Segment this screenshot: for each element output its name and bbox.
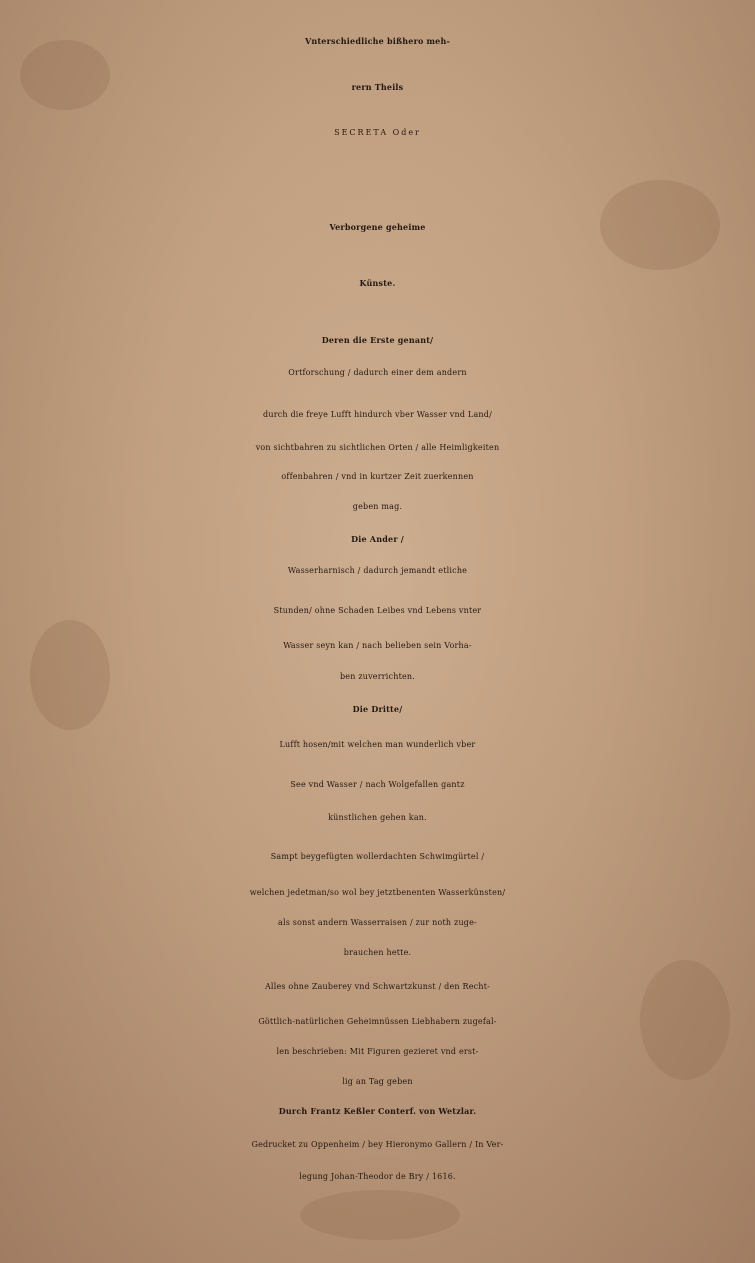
main-title: SECRETA Oder bbox=[334, 128, 421, 137]
imprint-line-2: legung Johan-Theodor de Bry / 1616. bbox=[299, 1172, 456, 1181]
section-2-line-3: Wasser seyn kan / nach belieben sein Vorha- bbox=[283, 641, 472, 650]
section-heading-1: Deren die Erste genant/ bbox=[321, 335, 434, 345]
section-5-line-2: Göttlich-natürlichen Geheimnüssen Liebhabern zugefal- bbox=[258, 1017, 497, 1026]
title-line-2: rern Theils bbox=[351, 82, 404, 92]
section-heading-2: Die Ander / bbox=[351, 534, 404, 544]
section-3-line-2: See vnd Wasser / nach Wolgefallen gantz bbox=[290, 780, 465, 789]
section-5-line-4: lig an Tag geben bbox=[342, 1077, 413, 1086]
section-3-line-3: künstlichen gehen kan. bbox=[328, 813, 427, 822]
section-1-line-1: Ortforschung / dadurch einer dem andern bbox=[288, 368, 467, 377]
section-1-line-2: durch die freye Lufft hindurch vber Wasser vnd Land/ bbox=[263, 410, 492, 419]
section-4-line-4: brauchen hette. bbox=[343, 948, 412, 957]
section-3-line-1: Lufft hosen/mit welchen man wunderlich vber bbox=[279, 740, 476, 749]
section-2-line-1: Wasserharnisch / dadurch jemandt etliche bbox=[287, 566, 468, 575]
section-2-line-4: ben zuverrichten. bbox=[339, 672, 416, 681]
subtitle-line-1: Verborgene geheime bbox=[329, 222, 426, 232]
section-4-line-3: als sonst andern Wasserraisen / zur noth zuge- bbox=[278, 918, 477, 927]
section-1-line-3: von sichtbahren zu sichtlichen Orten / alle Heimligkeiten bbox=[255, 443, 500, 452]
section-4-line-2: welchen jedetman/so wol bey jetztbenenten Wasserkünsten/ bbox=[249, 888, 506, 897]
section-1-line-4: offenbahren / vnd in kurtzer Zeit zuerkennen bbox=[281, 472, 474, 481]
section-2-line-2: Stunden/ ohne Schaden Leibes vnd Lebens vnter bbox=[273, 606, 482, 615]
section-1-line-5: geben mag. bbox=[352, 502, 403, 511]
author-line: Durch Frantz Keßler Conterf. von Wetzlar. bbox=[278, 1106, 477, 1116]
imprint-line-1: Gedrucket zu Oppenheim / bey Hieronymo Gallern / In Ver- bbox=[251, 1140, 504, 1149]
section-5-line-1: Alles ohne Zauberey vnd Schwartzkunst / den Recht- bbox=[264, 982, 491, 991]
section-4-line-1: Sampt beygefügten wollerdachten Schwimgürtel / bbox=[270, 852, 485, 861]
title-line-1: Vnterschiedliche bißhero meh- bbox=[304, 36, 451, 46]
section-heading-3: Die Dritte/ bbox=[352, 704, 403, 714]
section-5-line-3: len beschrieben: Mit Figuren gezieret vnd erst- bbox=[276, 1047, 479, 1056]
subtitle-line-2: Künste. bbox=[359, 278, 396, 288]
